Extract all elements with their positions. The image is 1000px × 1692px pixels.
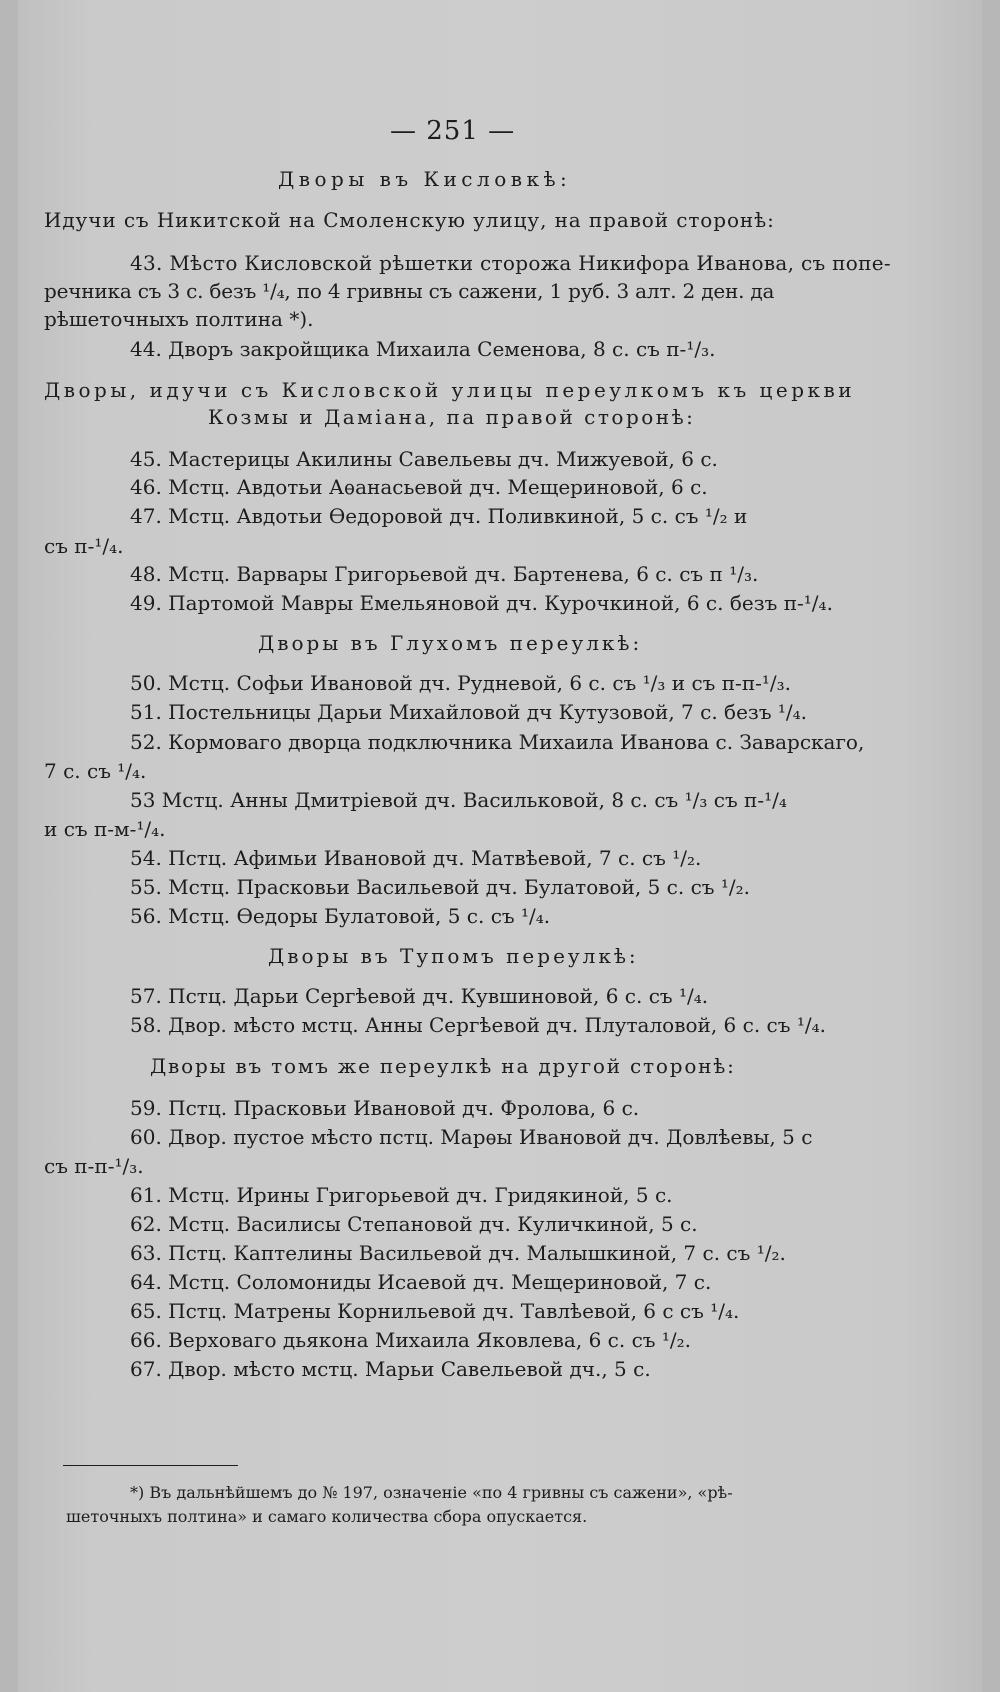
entry-50: 50. Мстц. Софьи Ивановой дч. Рудневой, 6 с. съ ¹/₃ и съ п-п-¹/₃. <box>130 671 792 695</box>
entry-67: 67. Двор. мѣсто мстц. Марьи Савельевой дч., 5 с. <box>130 1357 651 1381</box>
heading-kislovskaya-line-1: Дворы, идучи съ Кисловской улицы переулкомъ къ церкви <box>44 378 856 402</box>
entry-55: 55. Мстц. Прасковьи Васильевой дч. Булатовой, 5 с. съ ¹/₂. <box>130 875 751 899</box>
entry-52-line-2: 7 с. съ ¹/₄. <box>44 759 147 783</box>
page-number: — 251 — <box>390 116 516 146</box>
entry-45: 45. Мастерицы Акилины Савельевы дч. Мижуевой, 6 с. <box>130 447 718 471</box>
entry-64: 64. Мстц. Соломониды Исаевой дч. Мещериновой, 7 с. <box>130 1270 712 1294</box>
entry-52-line-1: 52. Кормоваго дворца подключника Михаила Иванова с. Заварскаго, <box>130 730 865 754</box>
footnote-line-2: шеточныхъ полтина» и самаго количества сбора опускается. <box>66 1507 588 1526</box>
entry-59: 59. Пстц. Прасковьи Ивановой дч. Фролова, 6 с. <box>130 1096 640 1120</box>
entry-53-line-1: 53 Мстц. Анны Дмитріевой дч. Васильковой, 8 с. съ ¹/₃ съ п-¹/₄ <box>130 788 787 812</box>
entry-47-line-2: съ п-¹/₄. <box>44 534 124 558</box>
heading-glukhoy: Дворы въ Глухомъ переулкѣ: <box>258 631 643 655</box>
entry-43-line-2: речника съ 3 с. безъ ¹/₄, по 4 гривны съ сажени, 1 руб. 3 алт. 2 ден. да <box>44 279 775 303</box>
entry-44: 44. Дворъ закройщика Михаила Семенова, 8 с. съ п-¹/₃. <box>130 337 716 361</box>
entry-43-line-3: рѣшеточныхъ полтина *). <box>44 307 314 331</box>
entry-58: 58. Двор. мѣсто мстц. Анны Сергѣевой дч. Плуталовой, 6 с. съ ¹/₄. <box>130 1013 826 1037</box>
entry-63: 63. Пстц. Каптелины Васильевой дч. Малышкиной, 7 с. съ ¹/₂. <box>130 1241 786 1265</box>
footnote-rule <box>63 1465 238 1466</box>
heading-kislovskaya-line-2: Козмы и Даміана, па правой сторонѣ: <box>208 405 696 429</box>
entry-56: 56. Мстц. Ѳедоры Булатовой, 5 с. съ ¹/₄. <box>130 904 551 928</box>
entry-53-line-2: и съ п-м-¹/₄. <box>44 817 166 841</box>
entry-57: 57. Пстц. Дарьи Сергѣевой дч. Кувшиновой, 6 с. съ ¹/₄. <box>130 984 709 1008</box>
entry-60-line-2: съ п-п-¹/₃. <box>44 1154 144 1178</box>
entry-49: 49. Партомой Мавры Емельяновой дч. Курочкиной, 6 с. безъ п-¹/₄. <box>130 591 833 615</box>
entry-60-line-1: 60. Двор. пустое мѣсто пстц. Марѳы Ивановой дч. Довлѣевы, 5 с <box>130 1125 813 1149</box>
entry-65: 65. Пстц. Матрены Корнильевой дч. Тавлѣевой, 6 с съ ¹/₄. <box>130 1299 740 1323</box>
heading-tupoy: Дворы въ Тупомъ переулкѣ: <box>268 944 639 968</box>
entry-46: 46. Мстц. Авдотьи Аѳанасьевой дч. Мещериновой, 6 с. <box>130 475 708 499</box>
heading-nikitskaya: Идучи съ Никитской на Смоленскую улицу, на правой сторонѣ: <box>44 208 775 232</box>
footnote-line-1: *) Въ дальнѣйшемъ до № 197, означеніе «по 4 гривны съ сажени», «рѣ- <box>130 1483 733 1502</box>
heading-other-side: Дворы въ томъ же переулкѣ на другой сторонѣ: <box>150 1054 736 1078</box>
entry-43-line-1: 43. Мѣсто Кисловской рѣшетки сторожа Никифора Иванова, съ попе- <box>130 251 891 275</box>
entry-51: 51. Постельницы Дарьи Михайловой дч Кутузовой, 7 с. безъ ¹/₄. <box>130 700 808 724</box>
entry-61: 61. Мстц. Ирины Григорьевой дч. Гридякиной, 5 с. <box>130 1183 673 1207</box>
entry-62: 62. Мстц. Василисы Степановой дч. Куличкиной, 5 с. <box>130 1212 698 1236</box>
entry-47-line-1: 47. Мстц. Авдотьи Ѳедоровой дч. Поливкиной, 5 с. съ ¹/₂ и <box>130 504 748 528</box>
document-page <box>18 0 982 1692</box>
entry-54: 54. Пстц. Афимьи Ивановой дч. Матвѣевой, 7 с. съ ¹/₂. <box>130 846 702 870</box>
entry-48: 48. Мстц. Варвары Григорьевой дч. Бартенева, 6 с. съ п ¹/₃. <box>130 562 759 586</box>
entry-66: 66. Верховаго дьякона Михаила Яковлева, 6 с. съ ¹/₂. <box>130 1328 691 1352</box>
heading-kislovka: Дворы въ Кисловкѣ: <box>278 167 572 191</box>
